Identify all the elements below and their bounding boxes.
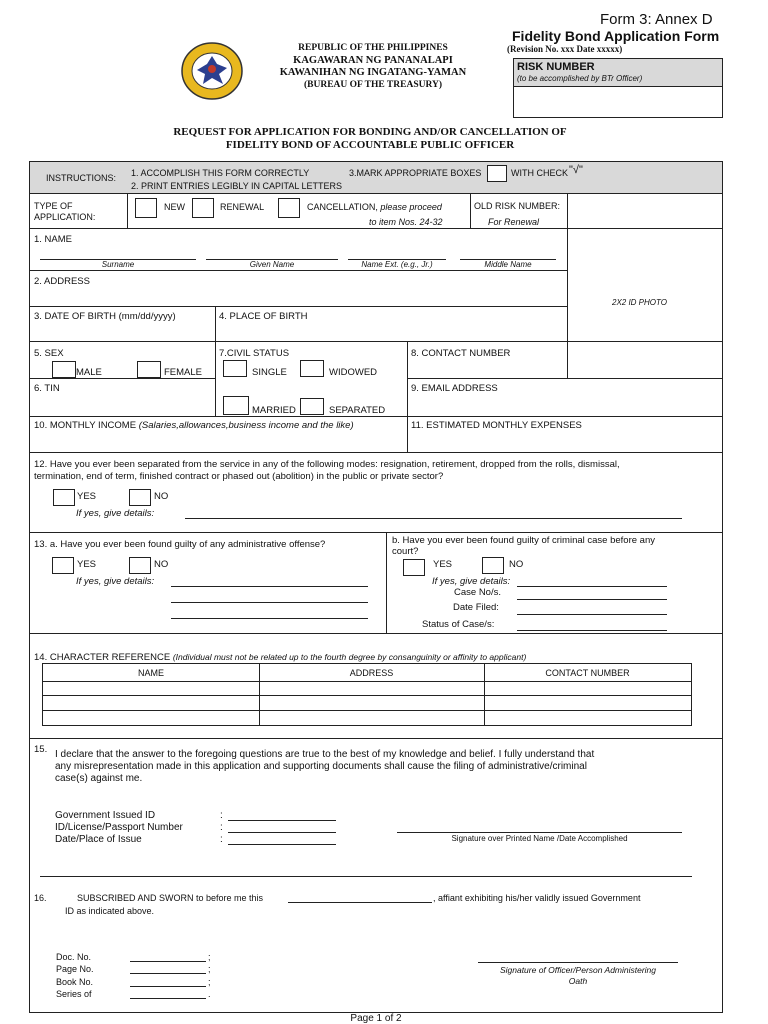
date-place-issue-label: Date/Place of Issue [55, 834, 142, 845]
license-number-label: ID/License/Passport Number [55, 822, 183, 833]
col-address-header: ADDRESS [349, 668, 394, 678]
revision: (Revision No. xxx Date xxxxx) [507, 44, 623, 54]
divider [43, 710, 691, 711]
q13b-text-line-2: court? [392, 546, 419, 557]
q16-number: 16. [34, 893, 47, 903]
form-frame [29, 161, 723, 1013]
case-nos-line[interactable] [517, 599, 667, 600]
page-no-line[interactable] [130, 973, 206, 974]
license-number-line[interactable] [228, 832, 336, 833]
document-title-line-2: FIDELITY BOND OF ACCOUNTABLE PUBLIC OFFICER [225, 139, 515, 151]
applicant-signature-caption: Signature over Printed Name /Date Accomplished [451, 834, 628, 843]
q13a-text: 13. a. Have you ever been found guilty of any administrative offense? [34, 539, 326, 550]
q13a-details-line-3[interactable] [171, 618, 368, 619]
check-mark-symbol: "√" [569, 164, 583, 176]
bureau-seal-logo [173, 42, 251, 100]
sworn-date-line[interactable] [288, 902, 432, 903]
sample-checkbox [487, 165, 507, 182]
monthly-expenses-label: 11. ESTIMATED MONTHLY EXPENSES [411, 420, 582, 431]
character-reference-text: 14. CHARACTER REFERENCE [34, 652, 171, 663]
divider [30, 633, 722, 634]
q15-declaration-line-1: I declare that the answer to the foregoing questions are true to the best of my knowledge and belief. I fully understand that [55, 749, 595, 760]
for-renewal-label: For Renewal [488, 217, 540, 227]
risk-number-box [513, 58, 723, 118]
divider [30, 738, 722, 739]
applicant-signature-line[interactable] [397, 832, 682, 833]
q12-yes-label: YES [77, 491, 97, 502]
separated-label: SEPARATED [329, 405, 386, 416]
divider [567, 193, 568, 378]
divider [43, 681, 691, 682]
given-name-caption: Given Name [249, 260, 295, 269]
place-of-birth-label: 4. PLACE OF BIRTH [219, 311, 308, 322]
q12-yes-checkbox[interactable] [53, 489, 75, 506]
period: . [208, 989, 211, 999]
divider [215, 306, 216, 341]
civil-status-label: 7.CIVIL STATUS [219, 348, 290, 359]
married-label: MARRIED [252, 405, 296, 416]
q13b-no-label: NO [509, 559, 524, 570]
cancellation-label [307, 202, 442, 212]
book-no-line[interactable] [130, 986, 206, 987]
q13a-yes-label: YES [77, 559, 97, 570]
q12-details-line[interactable] [185, 518, 682, 519]
new-label: NEW [164, 202, 185, 212]
gov-id-line[interactable] [228, 820, 336, 821]
risk-number-note: (to be accomplished by BTr Officer) [517, 74, 643, 83]
q13b-details-label: If yes, give details: [432, 576, 511, 587]
tin-label: 6. TIN [34, 383, 60, 394]
divider [215, 341, 216, 416]
sex-label: 5. SEX [34, 348, 64, 359]
divider [30, 228, 722, 229]
status-of-cases-line[interactable] [517, 630, 667, 631]
divider [40, 876, 692, 877]
divider [30, 341, 722, 342]
instruction-2: 2. PRINT ENTRIES LEGIBLY IN CAPITAL LETTERS [131, 181, 343, 191]
q13a-yes-checkbox[interactable] [52, 557, 74, 574]
agency-line-2: KAGAWARAN NG PANANALAPI [293, 55, 453, 66]
colon: : [220, 822, 223, 833]
q16-text-b: , affiant exhibiting his/her validly issued Government [433, 893, 641, 903]
male-label: MALE [76, 367, 102, 378]
name-ext-caption: Name Ext. (e.g., Jr.) [361, 260, 433, 269]
new-checkbox[interactable] [135, 198, 157, 218]
female-label: FEMALE [164, 367, 203, 378]
photo-placeholder: 2X2 ID PHOTO [612, 298, 667, 307]
address-label: 2. ADDRESS [34, 276, 90, 287]
officer-signature-line[interactable] [478, 962, 678, 963]
monthly-income-text: 10. MONTHLY INCOME [34, 420, 137, 431]
gov-id-label: Government Issued ID [55, 810, 156, 821]
cancellation-note-2: to item Nos. 24-32 [369, 217, 443, 227]
divider [30, 452, 722, 453]
status-of-cases-label: Status of Case/s: [422, 619, 495, 630]
agency-line-1: REPUBLIC OF THE PHILIPPINES [298, 43, 448, 53]
cancellation-note: please proceed [380, 202, 442, 212]
middle-name-caption: Middle Name [484, 260, 532, 269]
risk-number-input[interactable] [514, 87, 722, 117]
case-nos-label: Case No/s. [454, 587, 501, 598]
q15-number: 15. [34, 744, 48, 755]
old-risk-number-label: OLD RISK NUMBER: [474, 201, 561, 211]
form-title: Fidelity Bond Application Form [512, 28, 720, 44]
male-checkbox[interactable] [52, 361, 76, 378]
q13b-details-line[interactable] [517, 586, 667, 587]
divider [407, 378, 722, 379]
name-label: 1. NAME [34, 234, 73, 245]
divider [30, 306, 567, 307]
q15-declaration-line-3: case(s) against me. [55, 773, 143, 784]
separated-checkbox[interactable] [300, 398, 324, 415]
agency-line-4: (BUREAU OF THE TREASURY) [303, 80, 443, 90]
officer-signature-caption-2: Oath [568, 976, 588, 986]
doc-no-line[interactable] [130, 961, 206, 962]
q15-declaration-line-2: any misrepresentation made in this application and supporting documents shall cause the filing of administrative/criminal [55, 761, 587, 772]
date-filed-line[interactable] [517, 614, 667, 615]
q13a-no-label: NO [154, 559, 169, 570]
col-contact-header: CONTACT NUMBER [545, 668, 630, 678]
q16-text-line-2: ID as indicated above. [65, 906, 155, 916]
divider [30, 416, 722, 417]
instruction-3: 3.MARK APPROPRIATE BOXES [349, 168, 482, 178]
q13b-text-line-1: b. Have you ever been found guilty of criminal case before any [392, 535, 655, 546]
form-number: Form 3: Annex D [600, 11, 713, 28]
series-line[interactable] [130, 998, 206, 999]
instructions-label: INSTRUCTIONS: [46, 173, 117, 183]
divider [43, 695, 691, 696]
divider [407, 341, 408, 452]
monthly-income-note: (Salaries,allowances,business income and the like) [138, 420, 354, 431]
doc-no-label: Doc. No. [56, 952, 92, 962]
divider [30, 378, 215, 379]
q16-text-a: SUBSCRIBED AND SWORN to before me this [77, 893, 264, 903]
character-reference-label [34, 652, 526, 663]
character-reference-note: (Individual must not be related up to the fourth degree by consanguinity or affinity to applicant) [172, 652, 527, 662]
book-no-label: Book No. [56, 977, 94, 987]
q12-no-label: NO [154, 491, 169, 502]
widowed-checkbox[interactable] [300, 360, 324, 377]
renewal-label: RENEWAL [220, 202, 265, 212]
married-checkbox[interactable] [223, 396, 249, 415]
q12-no-checkbox[interactable] [129, 489, 151, 506]
officer-signature-caption-1: Signature of Officer/Person Administering [499, 965, 657, 975]
q13a-details-line-1[interactable] [171, 586, 368, 587]
agency-line-3: KAWANIHAN NG INGATANG-YAMAN [279, 67, 467, 78]
q13b-yes-checkbox[interactable] [403, 559, 425, 576]
email-label: 9. EMAIL ADDRESS [411, 383, 498, 394]
page-number: Page 1 of 2 [350, 1013, 402, 1024]
semicolon: ; [208, 952, 211, 962]
divider [470, 193, 471, 228]
date-filed-label: Date Filed: [453, 602, 499, 613]
widowed-label: WIDOWED [329, 367, 378, 378]
with-check-label: WITH CHECK [511, 168, 568, 178]
q13b-no-checkbox[interactable] [482, 557, 504, 574]
page-no-label: Page No. [56, 964, 94, 974]
surname-caption: Surname [101, 260, 135, 269]
character-reference-table [42, 663, 692, 726]
q13a-no-checkbox[interactable] [129, 557, 151, 574]
q13b-yes-label: YES [433, 559, 453, 570]
colon: : [220, 834, 223, 845]
cancellation-text: CANCELLATION, [307, 202, 378, 212]
q12-details-label: If yes, give details: [76, 508, 155, 519]
divider [127, 193, 128, 228]
semicolon: ; [208, 977, 211, 987]
divider [30, 270, 567, 271]
colon: : [220, 810, 223, 821]
date-place-issue-line[interactable] [228, 844, 336, 845]
risk-number-label: RISK NUMBER [517, 61, 595, 73]
monthly-income-label [34, 420, 354, 431]
q12-text-line-1: 12. Have you ever been separated from the service in any of the following modes: resignation, retirement, dropped from the rolls, dismissal, [34, 459, 620, 470]
type-of-application-label: TYPE OF APPLICATION: [34, 201, 96, 222]
date-of-birth-label: 3. DATE OF BIRTH (mm/dd/yyyy) [34, 311, 176, 322]
cancellation-checkbox[interactable] [278, 198, 300, 218]
divider [386, 532, 387, 633]
divider [30, 532, 722, 533]
renewal-checkbox[interactable] [192, 198, 214, 218]
document-title-line-1: REQUEST FOR APPLICATION FOR BONDING AND/OR CANCELLATION OF [173, 126, 567, 138]
q13a-details-label: If yes, give details: [76, 576, 155, 587]
series-label: Series of [56, 989, 92, 999]
q13a-details-line-2[interactable] [171, 602, 368, 603]
single-label: SINGLE [252, 367, 287, 378]
q12-text-line-2: termination, end of term, finished contract or phased out (abolition) in the public or private sector? [34, 471, 444, 482]
instruction-1: 1. ACCOMPLISH THIS FORM CORRECTLY [131, 168, 310, 178]
semicolon: ; [208, 964, 211, 974]
col-name-header: NAME [137, 668, 164, 678]
single-checkbox[interactable] [223, 360, 247, 377]
female-checkbox[interactable] [137, 361, 161, 378]
contact-number-label: 8. CONTACT NUMBER [411, 348, 511, 359]
